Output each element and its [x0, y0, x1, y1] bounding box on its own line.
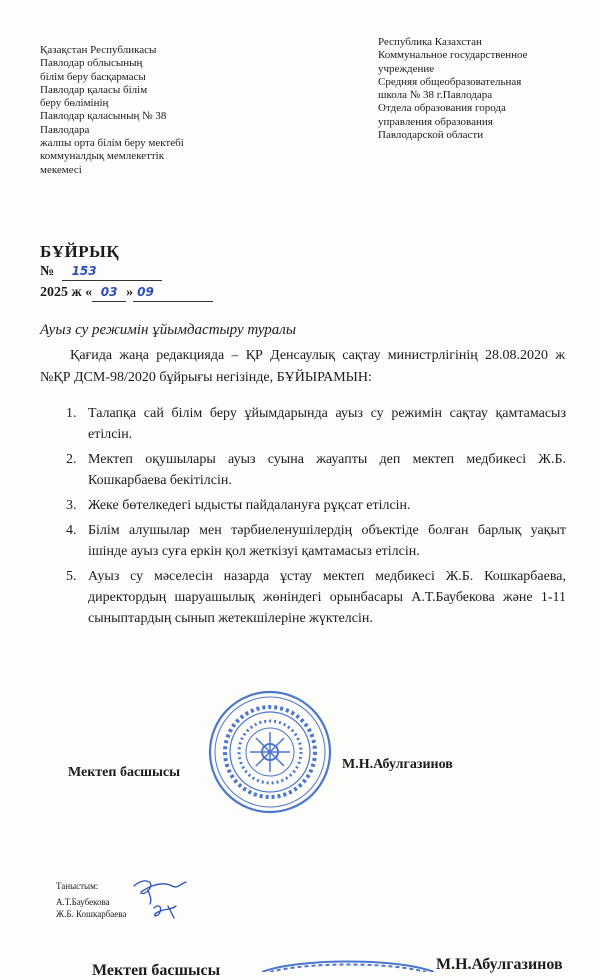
- school-stamp: [206, 688, 334, 816]
- acquainted-label: Таныстым:: [56, 881, 99, 891]
- order-number-label: №: [40, 264, 55, 279]
- acquainted-block: [56, 880, 126, 920]
- list-item: 5. Ауыз су мәселесін назарда ұстау мектеп медбикесі Ж.Б. Кошкарбаева, директордың шаруашылық жөніндегі орынбасары А.Т.Баубекова және 1-11 сыныптардың сынып жетекшілеріне жүктелсін.: [66, 569, 566, 626]
- header-ru: [378, 36, 528, 142]
- order-month: 09: [137, 285, 154, 299]
- header-kz-line: Павлодара: [40, 123, 90, 136]
- order-date-row: [40, 285, 213, 302]
- header-kz-line: беру бөлімінің: [40, 97, 109, 110]
- header-ru-line: Республика Казахстан: [378, 36, 482, 48]
- header-kz-line: Павлодар қаласы білім: [40, 83, 148, 96]
- header-kz-line: Қазақстан Республикасы: [40, 44, 157, 56]
- header-kz-line: жалпы орта білім беру мектебі: [40, 137, 184, 150]
- order-number-line: [62, 264, 162, 281]
- header-ru-line: управления образования: [378, 115, 493, 128]
- header-ru-line: школа № 38 г.Павлодара: [378, 89, 493, 102]
- header-kz: [40, 44, 184, 177]
- list-item: 3. Жеке бөтелкедегі ыдысты пайдалануға рұқсат етілсін.: [66, 498, 411, 513]
- acquainted-name: Ж.Б. Кошкарбаева: [56, 909, 127, 919]
- header-kz-line: Павлодар облысының: [40, 57, 143, 70]
- order-month-line: [133, 285, 213, 302]
- header-kz-line: коммуналдық мемлекеттік: [40, 150, 165, 163]
- header-ru-line: Павлодарской области: [378, 129, 484, 142]
- handwritten-signatures: [128, 876, 192, 922]
- header-ru-line: Коммунальное государственное: [378, 49, 528, 62]
- footer-stamp-fragment: [258, 954, 438, 972]
- order-subject: Ауыз су режимін ұйымдастыру туралы: [40, 322, 297, 338]
- order-number: 153: [71, 264, 97, 278]
- header-kz-line: мекемесі: [40, 163, 82, 176]
- header-kz-line: Павлодар қаласының № 38: [40, 110, 167, 123]
- order-day-line: [92, 285, 126, 302]
- order-day: 03: [100, 285, 118, 299]
- signature-name: М.Н.Абулгазинов: [342, 757, 453, 772]
- list-item: 1. Талапқа сай білім беру ұйымдарында ауыз су режимін сақтау қамтамасыз етілсін.: [66, 406, 566, 442]
- order-number-row: [40, 264, 162, 281]
- order-day-close: »: [126, 285, 134, 300]
- list-item: 4. Білім алушылар мен тәрбиеленушілердің объектіде болған барлық уақыт ішінде ауыз суға еркін қол жеткізуі қамтамасыз етілсін.: [66, 523, 566, 559]
- footer-repeat-name: М.Н.Абулгазинов: [436, 956, 563, 973]
- order-year-prefix: 2025 ж «: [40, 285, 93, 300]
- signature-role: Мектеп басшысы: [68, 765, 181, 780]
- preamble: Қағида жаңа редакцияда – ҚР Денсаулық сақтау министрлігінің 28.08.2020 ж №ҚР ДСМ-98/2020 бұйрығы негізінде, БҰЙЫРАМЫН:: [40, 348, 565, 385]
- footer-repeat-role: Мектеп басшысы: [92, 962, 221, 979]
- header-ru-line: Отдела образования города: [378, 102, 506, 115]
- order-items: [66, 403, 566, 633]
- header-ru-line: учреждение: [378, 62, 435, 75]
- list-item: 2. Мектеп оқушылары ауыз суына жауапты деп мектеп медбикесі Ж.Б. Кошкарбаева бекітілсін.: [66, 452, 566, 488]
- acquainted-name: А.Т.Баубекова: [56, 897, 110, 907]
- header-ru-line: Средняя общеобразовательная: [378, 75, 522, 88]
- order-title: БҰЙРЫҚ: [40, 242, 120, 261]
- header-kz-line: білім беру басқармасы: [40, 70, 146, 83]
